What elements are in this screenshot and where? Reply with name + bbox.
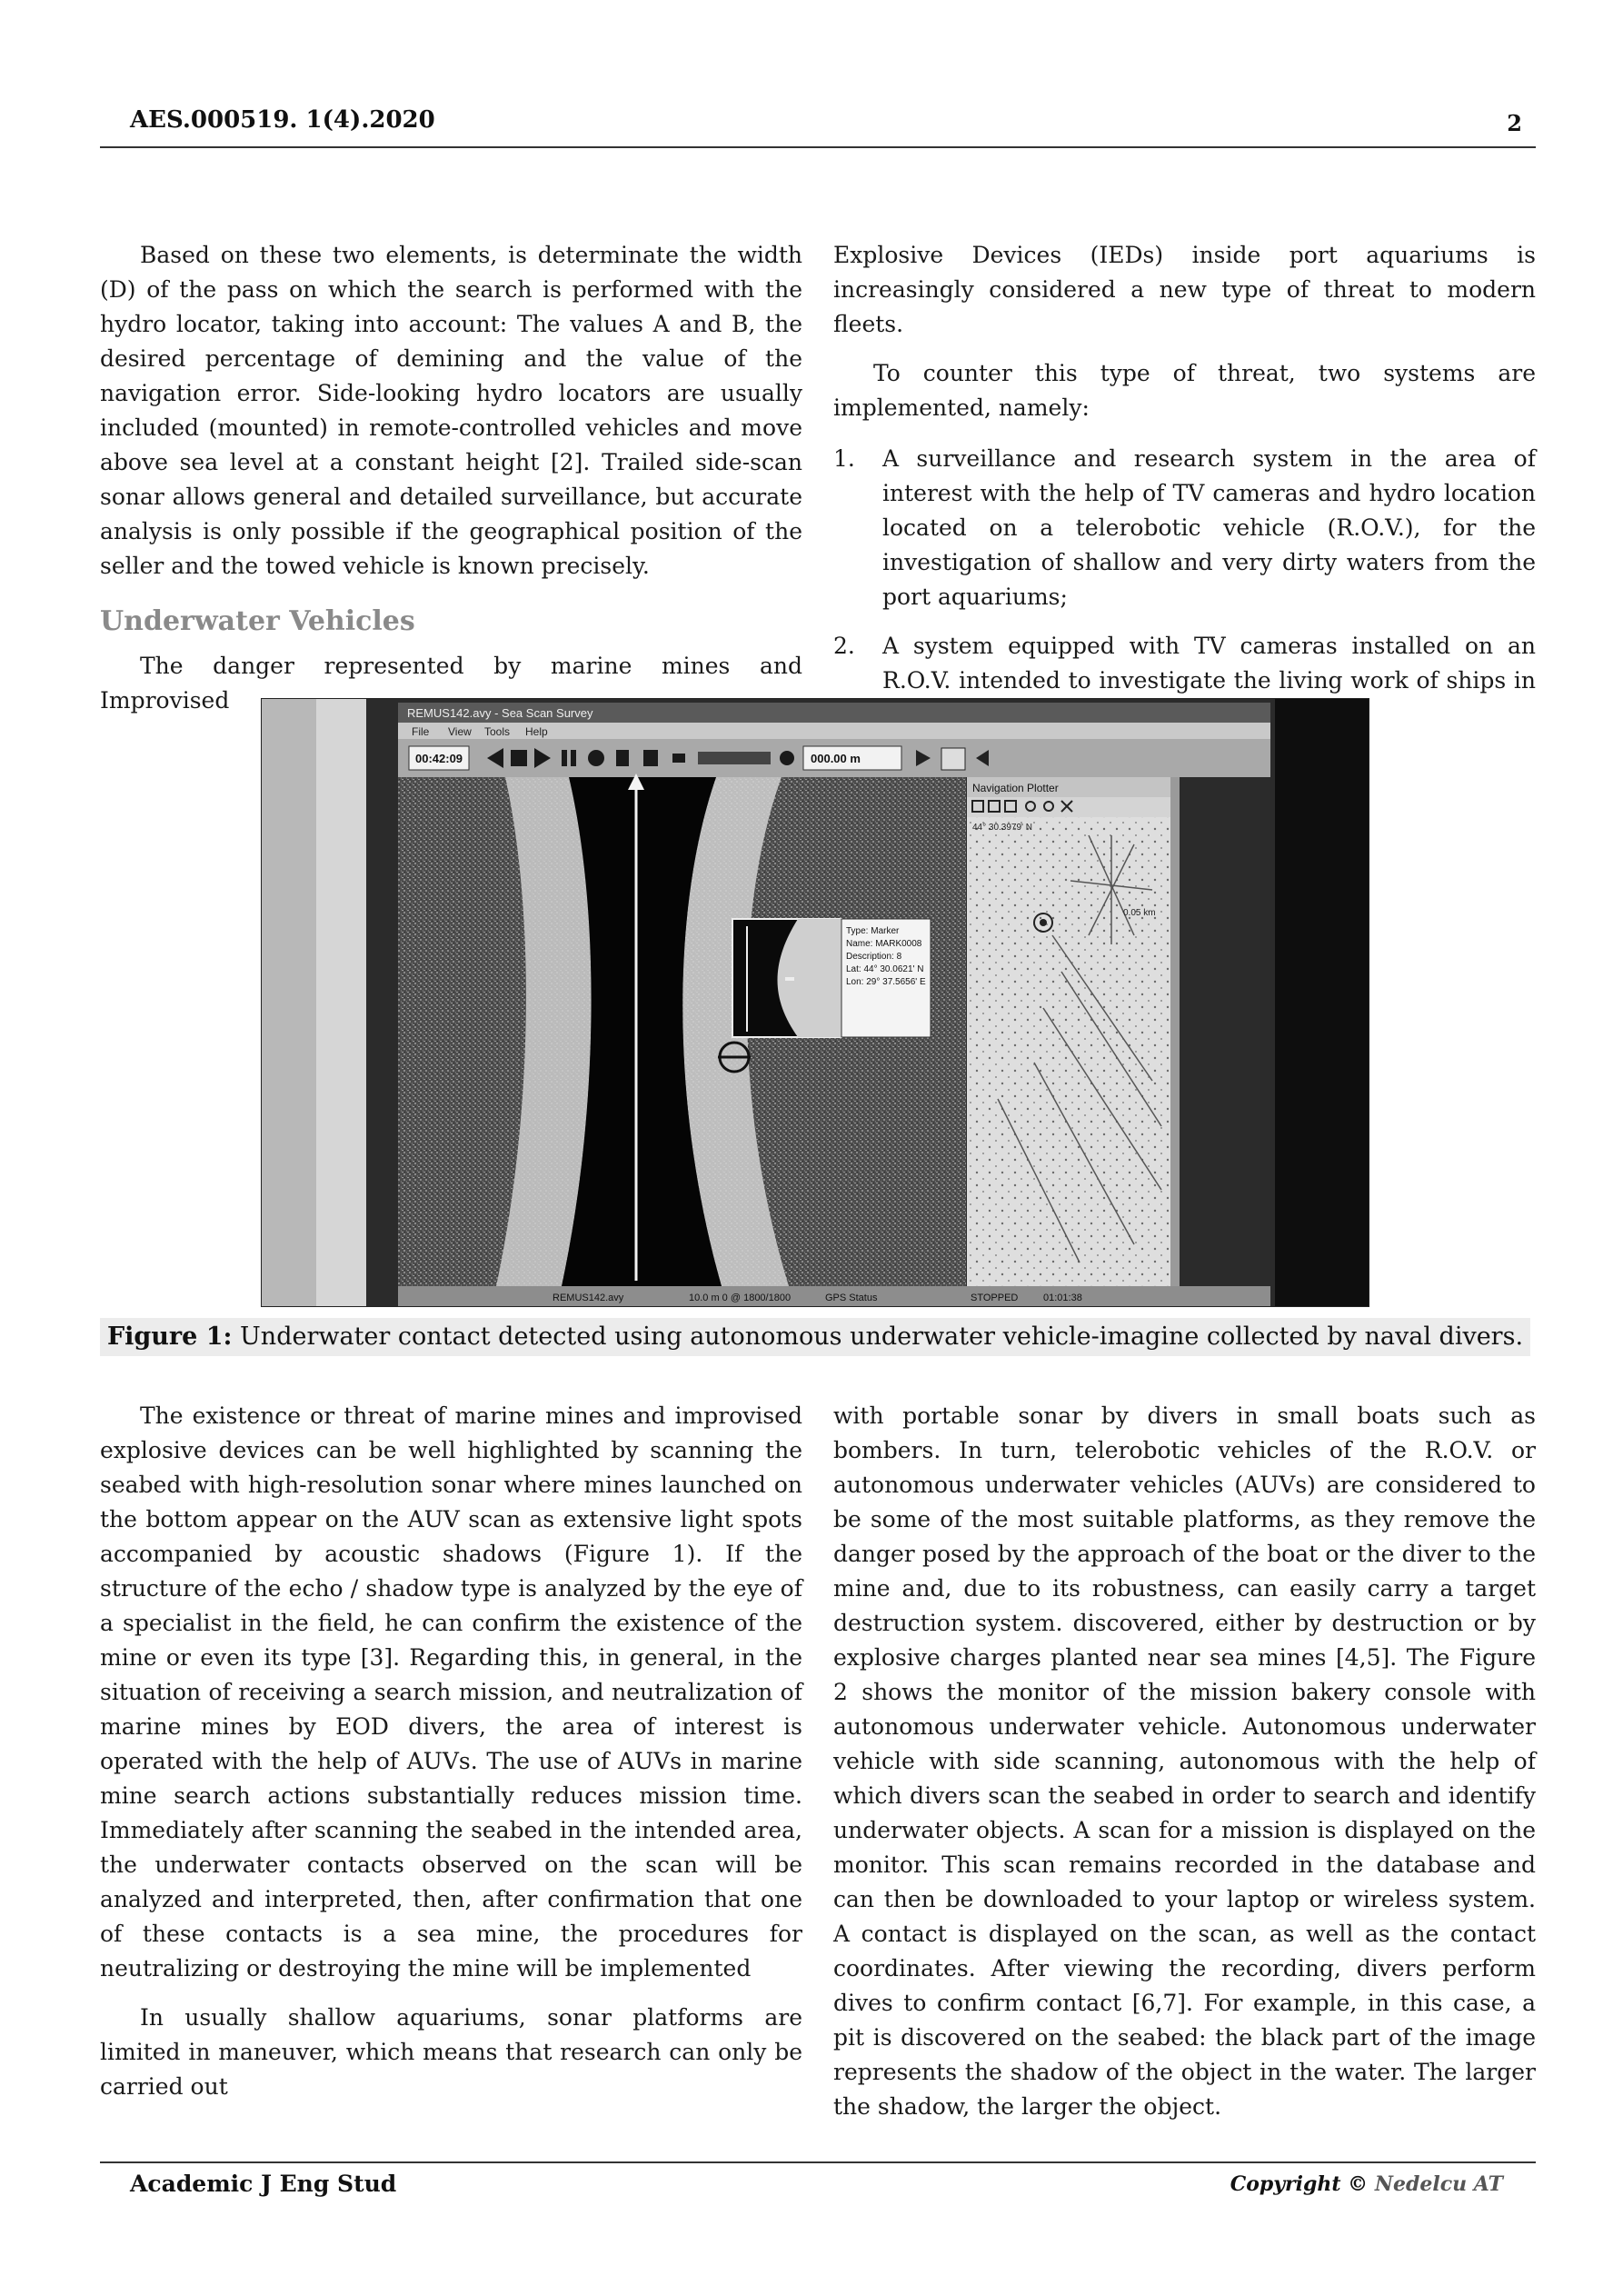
status-time: 01:01:38: [1043, 1293, 1082, 1303]
caption-text: Underwater contact detected using autonomous underwater vehicle-imagine collected by naval divers.: [232, 1323, 1524, 1351]
menu-help: Help: [525, 725, 548, 738]
paragraph: The existence or threat of marine mines and improvised explosive devices can be well highlighted by scanning the seabed with high-resolution sonar where mines launched on the bottom appear on the AUV scan as extensive light spots accompanied by acoustic shadows (Figure 1). If the structure of the echo / shadow type is analyzed by the eye of a specialist in the field, he can confirm the existence of the mine or even its type [3]. Regarding this, in general, in the situation of receiving a search mission, and neutralization of marine mines by EOD divers, the area of interest is operated with the help of AUVs. The use of AUVs in marine mine search actions substantially reduces mission time. Immediately after scanning the seabed in the intended area, the underwater contacts observed on the scan will be analyzed and interpreted, then, after confirmation that one of these contacts is a sea mine, the procedures for neutralizing or destroying the mine will be implemented: [100, 1403, 802, 1982]
copyright-author: Nedelcu AT: [1374, 2172, 1503, 2196]
paragraph: with portable sonar by divers in small boats such as bombers. In turn, telerobotic vehicles of the R.O.V. or autonomous underwater vehicles (AUVs) are considered to be some of the most suitable platforms, as they remove the danger posed by the approach of the boat or the diver to the mine and, due to its robustness, can easily carry a target destruction system. discovered, either by destruction or by explosive charges planted near sea mines [4,5]. The Figure 2 shows the monitor of the mission bakery console with autonomous underwater vehicle. Autonomous underwater vehicle with side scanning, autonomous with the help of which divers scan the seabed in order to search and identify underwater objects. A scan for a mission is displayed on the monitor. This scan remains recorded in the database and can then be downloaded to your laptop or wireless system. A contact is displayed on the scan, as well as the contact coordinates. After viewing the recording, divers perform dives to confirm contact [6,7]. For example, in this case, a pit is discovered on the seabed: the black part of the image represents the shadow of the object in the water. The larger the shadow, the larger the object.: [833, 1403, 1536, 2120]
figure-caption: [100, 1318, 1530, 1356]
window-title: REMUS142.avy - Sea Scan Survey: [407, 706, 593, 720]
navigation-plotter: [967, 777, 1170, 1286]
left-column-top: [100, 238, 802, 718]
copyright-label: Copyright ©: [1230, 2172, 1369, 2196]
marker-type: Type: Marker: [846, 926, 900, 936]
sonar-screen-photo: [262, 699, 1369, 1306]
nav-coordinate: 44° 30.3979' N: [972, 823, 1032, 833]
marker-lon: Lon: 29° 37.5656' E: [846, 977, 926, 987]
status-state: STOPPED: [971, 1293, 1019, 1303]
status-file: REMUS142.avy: [553, 1293, 624, 1303]
list-text: A surveillance and research system in the area of interest with the help of TV cameras and hydro location located on a telerobotic vehicle (R.O.V.), for the investigation of shallow and very dirty waters from the port aquariums;: [882, 445, 1536, 610]
page-number: 2: [1507, 110, 1522, 136]
paragraph: Based on these two elements, is determinate the width (D) of the pass on which the search is performed with the hydro locator, taking into account: The values A and B, the desired percentage of demining and the value of the navigation error. Side-looking hydro locators are usually included (mounted) in remote-controlled vehicles and move above sea level at a constant height [2]. Trailed side-scan sonar allows general and detailed surveillance, but accurate analysis is only possible if the geographical position of the seller and the towed vehicle is known precisely.: [100, 242, 802, 579]
marker-lat: Lat: 44° 30.0621' N: [846, 964, 924, 974]
header-rule: [100, 146, 1536, 148]
footer-journal: Academic J Eng Stud: [130, 2171, 397, 2197]
list-number: 1.: [833, 445, 855, 472]
left-column-bottom: [100, 1399, 802, 2104]
menu-tools: Tools: [484, 725, 511, 738]
time-readout: 00:42:09: [415, 752, 463, 765]
paragraph: In usually shallow aquariums, sonar platforms are limited in maneuver, which means that research can only be carried out: [100, 2004, 802, 2100]
menu-file: File: [412, 725, 430, 738]
nav-plotter-title: Navigation Plotter: [972, 782, 1059, 794]
numbered-list: [833, 442, 1536, 733]
paragraph: To counter this type of threat, two systems are implemented, namely:: [833, 360, 1536, 421]
right-column-bottom: [833, 1399, 1536, 2124]
paragraph: The danger represented by marine mines and Improvised: [100, 653, 802, 714]
paragraph: Explosive Devices (IEDs) inside port aquariums is increasingly considered a new type of threat to modern fleets.: [833, 242, 1536, 337]
distance-readout: 000.00 m: [811, 752, 861, 765]
scale-label: 0.05 km: [1123, 908, 1156, 918]
marker-description: Description: 8: [846, 952, 902, 962]
sonar-figure: [261, 698, 1369, 1307]
journal-id: AES.000519. 1(4).2020: [130, 106, 435, 134]
marker-name: Name: MARK0008: [846, 939, 922, 949]
list-number: 2.: [833, 633, 855, 659]
list-item: [833, 442, 1536, 614]
list-text: A system equipped with TV cameras installed on an R.O.V. intended to investigate the living work of ships in: [882, 633, 1536, 694]
section-heading: Underwater Vehicles: [100, 605, 415, 637]
menu-view: View: [448, 725, 472, 738]
caption-label: Figure 1:: [106, 1323, 233, 1351]
status-gps: GPS Status: [825, 1293, 878, 1303]
status-range: 10.0 m 0 @ 1800/1800: [689, 1293, 792, 1303]
right-column-top: [833, 238, 1536, 733]
footer-rule: [100, 2161, 1536, 2163]
footer-copyright: [1230, 2172, 1503, 2196]
